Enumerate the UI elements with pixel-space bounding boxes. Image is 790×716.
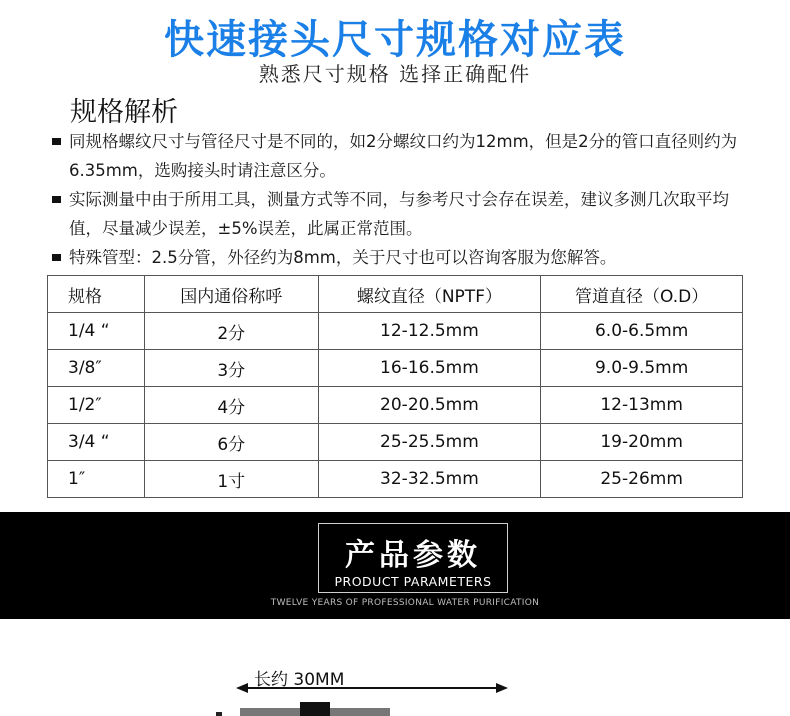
cell-thread-diameter: 16-16.5mm <box>318 350 541 387</box>
table-header-row <box>48 276 743 313</box>
cell-pipe-diameter: 25-26mm <box>541 461 743 498</box>
bullet-item <box>52 243 752 272</box>
bullet-item <box>52 185 752 243</box>
cell-spec: 1″ <box>48 461 145 498</box>
cell-pipe-diameter: 6.0-6.5mm <box>541 313 743 350</box>
cell-pipe-diameter: 12-13mm <box>541 387 743 424</box>
bullet-item <box>52 127 752 185</box>
banner-tagline: TWELVE YEARS OF PROFESSIONAL WATER PURIFICATION <box>270 598 540 608</box>
banner-title: 产品参数 <box>345 538 481 573</box>
cell-pipe-diameter: 9.0-9.5mm <box>541 350 743 387</box>
cell-spec: 3/4 “ <box>48 424 145 461</box>
cell-spec: 1/2″ <box>48 387 145 424</box>
cell-common-name: 4分 <box>144 387 318 424</box>
fitting-silhouette-icon <box>216 702 390 716</box>
cell-pipe-diameter: 19-20mm <box>541 424 743 461</box>
table-row <box>48 313 743 350</box>
table-row <box>48 424 743 461</box>
table-row <box>48 387 743 424</box>
column-header-spec: 规格 <box>48 276 145 313</box>
bullet-text: 实际测量中由于所用工具，测量方式等不同，与参考尺寸会存在误差，建议多测几次取平均值，尽量减少误差，±5%误差，此属正常范围。 <box>69 190 729 238</box>
cell-common-name: 3分 <box>144 350 318 387</box>
bullet-square-icon <box>52 254 61 261</box>
cell-thread-diameter: 20-20.5mm <box>318 387 541 424</box>
bullet-square-icon <box>52 138 61 145</box>
banner-subtitle: PRODUCT PARAMETERS <box>334 574 492 589</box>
dimension-drawing <box>0 676 790 716</box>
cell-spec: 3/8″ <box>48 350 145 387</box>
page-subtitle: 熟悉尺寸规格 选择正确配件 <box>258 62 532 86</box>
section-heading: 规格解析 <box>70 97 178 128</box>
column-header-thread-diameter: 螺纹直径（NPTF） <box>318 276 541 313</box>
dimension-label: 长约 30MM <box>254 670 345 690</box>
cell-thread-diameter: 12-12.5mm <box>318 313 541 350</box>
cell-common-name: 6分 <box>144 424 318 461</box>
bullet-text: 同规格螺纹尺寸与管径尺寸是不同的，如2分螺纹口约为12mm，但是2分的管口直径则约为6.35mm，选购接头时请注意区分。 <box>69 132 738 180</box>
cell-common-name: 2分 <box>144 313 318 350</box>
bullet-square-icon <box>52 196 61 203</box>
cell-spec: 1/4 “ <box>48 313 145 350</box>
spec-table <box>47 275 743 498</box>
column-header-pipe-diameter: 管道直径（O.D） <box>541 276 743 313</box>
page-title: 快速接头尺寸规格对应表 <box>164 17 626 63</box>
cell-thread-diameter: 32-32.5mm <box>318 461 541 498</box>
cell-thread-diameter: 25-25.5mm <box>318 424 541 461</box>
bullet-list <box>52 127 752 272</box>
table-row <box>48 350 743 387</box>
column-header-common-name: 国内通俗称呼 <box>144 276 318 313</box>
table-row <box>48 461 743 498</box>
bullet-text: 特殊管型：2.5分管，外径约为8mm，关于尺寸也可以咨询客服为您解答。 <box>69 248 617 267</box>
cell-common-name: 1寸 <box>144 461 318 498</box>
dimension-line-icon <box>236 683 508 693</box>
